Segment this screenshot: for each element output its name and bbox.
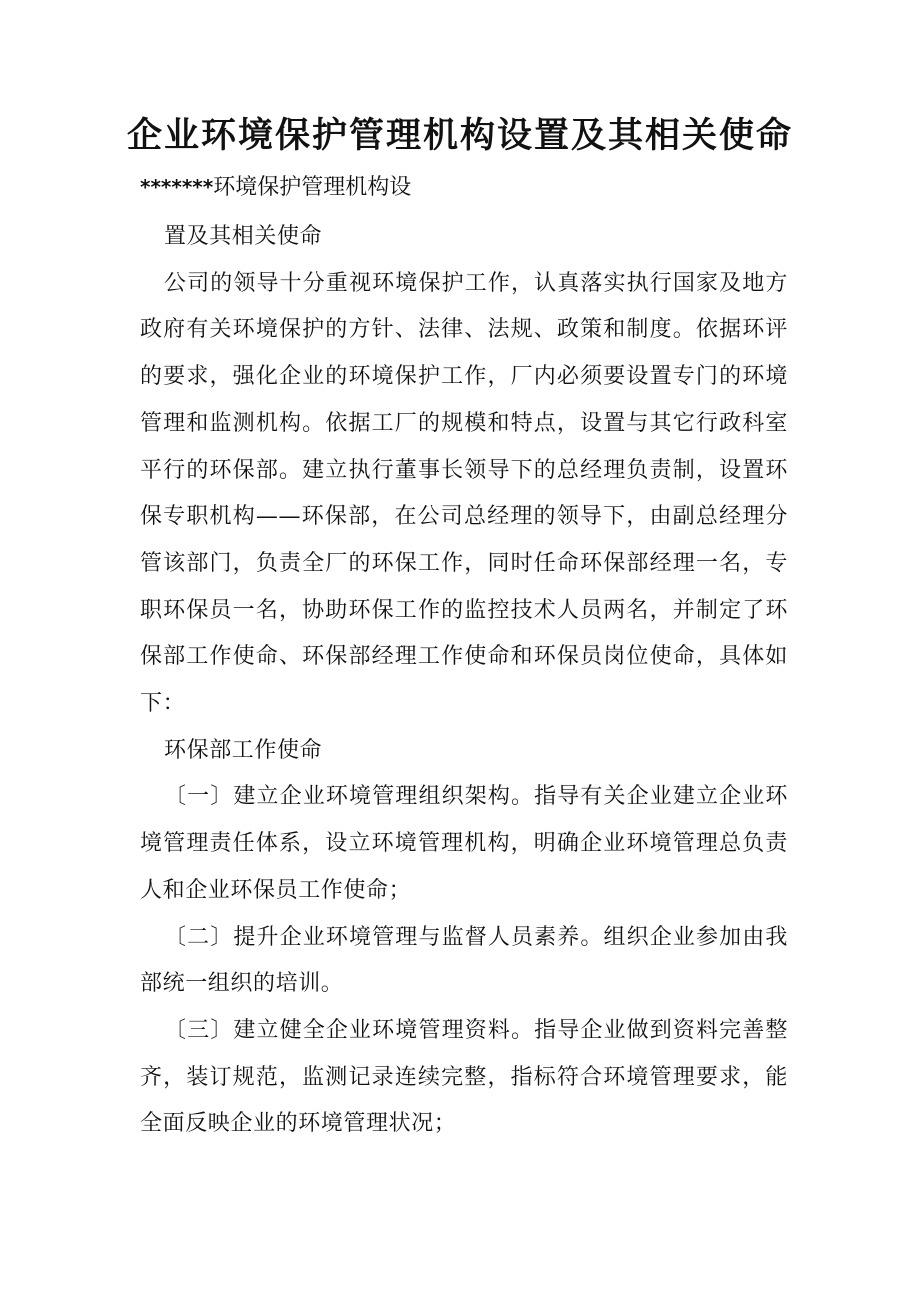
heading-continuation: 置及其相关使命 bbox=[164, 224, 323, 249]
section-heading-text: 环境保护管理机构设 bbox=[213, 175, 412, 200]
document-body bbox=[140, 214, 788, 1148]
duty-item-3: 〔三〕建立健全企业环境管理资料。指导企业做到资料完善整齐，装订规范，监测记录连续完整，指标符合环境管理要求，能全面反映企业的环境管理状况； bbox=[140, 1017, 788, 1137]
section-heading bbox=[140, 172, 411, 203]
duty-item-2: 〔二〕提升企业环境管理与监督人员素养。组织企业参加由我部统一组织的培训。 bbox=[140, 924, 788, 997]
intro-paragraph: 公司的领导十分重视环境保护工作，认真落实执行国家及地方政府有关环境保护的方针、法律、法规、政策和制度。依据环评的要求，强化企业的环境保护工作，厂内必须要设置专门的环境管理和监测机构。依据工厂的规模和特点，设置与其它行政科室平行的环保部。建立执行董事长领导下的总经理负责制，设置环保专职机构——环保部，在公司总经理的领导下，由副总经理分管该部门，负责全厂的环保工作，同时任命环保部经理一名，专职环保员一名，协助环保工作的监控技术人员两名，并制定了环保部工作使命、环保部经理工作使命和环保员岗位使命，具体如下： bbox=[140, 270, 788, 717]
subsection-heading: 环保部工作使命 bbox=[164, 737, 323, 763]
redacted-company-name: ******* bbox=[140, 175, 214, 199]
duty-item-1: 〔一〕建立企业环境管理组织架构。指导有关企业建立企业环境管理责任体系，设立环境管理机构，明确企业环境管理总负责人和企业环保员工作使命； bbox=[140, 784, 788, 903]
document-title: 企业环境保护管理机构设置及其相关使命 bbox=[126, 116, 793, 156]
